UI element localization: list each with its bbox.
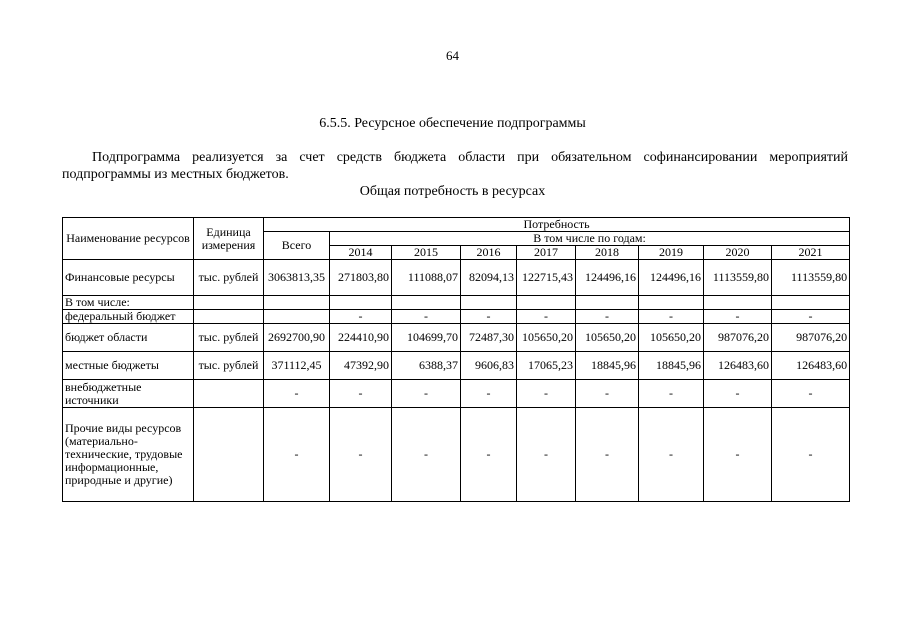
row-year-value: - <box>704 380 772 408</box>
row-year-value: - <box>392 408 461 502</box>
row-unit <box>194 296 264 310</box>
row-year-value: 271803,80 <box>330 260 392 296</box>
header-need: Потребность <box>264 218 850 232</box>
row-year-value: 124496,16 <box>639 260 704 296</box>
table-row <box>63 310 850 324</box>
row-year-value: 105650,20 <box>576 324 639 352</box>
row-year-value: 6388,37 <box>392 352 461 380</box>
row-year-value: - <box>576 380 639 408</box>
row-total: - <box>264 380 330 408</box>
row-unit <box>194 408 264 502</box>
row-name: бюджет области <box>63 324 194 352</box>
row-year-value: 72487,30 <box>461 324 517 352</box>
row-year-value: - <box>392 380 461 408</box>
year-header: 2019 <box>639 246 704 260</box>
row-year-value: - <box>639 408 704 502</box>
row-year-value: 126483,60 <box>772 352 850 380</box>
row-year-value <box>461 296 517 310</box>
row-year-value: - <box>392 310 461 324</box>
intro-paragraph: Подпрограмма реализуется за счет средств бюджета области при обязательном софинансировании мероприятий подпрограммы из местных бюджетов. <box>62 150 848 182</box>
row-total <box>264 310 330 324</box>
row-year-value: 987076,20 <box>772 324 850 352</box>
row-total: - <box>264 408 330 502</box>
row-year-value: - <box>704 408 772 502</box>
row-year-value: 987076,20 <box>704 324 772 352</box>
row-name: внебюджетные источники <box>63 380 194 408</box>
row-year-value: 224410,90 <box>330 324 392 352</box>
header-by-years: В том числе по годам: <box>330 232 850 246</box>
row-year-value: 82094,13 <box>461 260 517 296</box>
row-year-value: - <box>517 380 576 408</box>
row-year-value <box>392 296 461 310</box>
row-total <box>264 296 330 310</box>
row-year-value <box>330 296 392 310</box>
year-header: 2021 <box>772 246 850 260</box>
row-year-value: - <box>772 310 850 324</box>
table-title: Общая потребность в ресурсах <box>359 184 546 199</box>
page-number: 64 <box>446 48 459 63</box>
row-unit <box>194 310 264 324</box>
row-year-value <box>517 296 576 310</box>
row-total: 3063813,35 <box>264 260 330 296</box>
row-year-value: - <box>461 310 517 324</box>
row-unit: тыс. рублей <box>194 324 264 352</box>
row-year-value: - <box>461 380 517 408</box>
row-year-value: 104699,70 <box>392 324 461 352</box>
row-year-value: 122715,43 <box>517 260 576 296</box>
row-total: 371112,45 <box>264 352 330 380</box>
table-row <box>63 324 850 352</box>
resources-table <box>62 217 850 502</box>
row-name: местные бюджеты <box>63 352 194 380</box>
row-year-value: - <box>330 380 392 408</box>
year-header: 2015 <box>392 246 461 260</box>
header-total: Всего <box>264 232 330 260</box>
row-year-value <box>639 296 704 310</box>
section-title: 6.5.5. Ресурсное обеспечение подпрограммы <box>319 116 586 131</box>
row-year-value: 1113559,80 <box>772 260 850 296</box>
row-year-value: 105650,20 <box>517 324 576 352</box>
year-header: 2016 <box>461 246 517 260</box>
row-unit: тыс. рублей <box>194 260 264 296</box>
row-year-value: 111088,07 <box>392 260 461 296</box>
row-year-value: 1113559,80 <box>704 260 772 296</box>
header-unit: Единица измерения <box>194 218 264 260</box>
row-year-value <box>576 296 639 310</box>
row-year-value: 47392,90 <box>330 352 392 380</box>
row-unit <box>194 380 264 408</box>
row-year-value: - <box>704 310 772 324</box>
row-name: Прочие виды ресурсов (материально-технические, трудовые информационные, природные и другие) <box>63 408 194 502</box>
row-year-value: 17065,23 <box>517 352 576 380</box>
row-year-value: 105650,20 <box>639 324 704 352</box>
row-year-value: 18845,96 <box>576 352 639 380</box>
row-year-value: - <box>772 408 850 502</box>
row-year-value: - <box>639 310 704 324</box>
year-header: 2018 <box>576 246 639 260</box>
row-total: 2692700,90 <box>264 324 330 352</box>
row-name: Финансовые ресурсы <box>63 260 194 296</box>
year-header: 2020 <box>704 246 772 260</box>
row-year-value: - <box>772 380 850 408</box>
table-row <box>63 352 850 380</box>
table-body <box>63 260 850 502</box>
year-header: 2017 <box>517 246 576 260</box>
row-year-value: 9606,83 <box>461 352 517 380</box>
row-year-value: - <box>576 408 639 502</box>
row-year-value: - <box>461 408 517 502</box>
table-row <box>63 408 850 502</box>
row-name: федеральный бюджет <box>63 310 194 324</box>
row-year-value: - <box>576 310 639 324</box>
row-year-value: - <box>517 310 576 324</box>
header-name: Наименование ресурсов <box>63 218 194 260</box>
row-year-value: - <box>330 310 392 324</box>
table-row <box>63 380 850 408</box>
row-year-value: 124496,16 <box>576 260 639 296</box>
row-year-value: 126483,60 <box>704 352 772 380</box>
row-unit: тыс. рублей <box>194 352 264 380</box>
row-year-value: - <box>517 408 576 502</box>
year-header: 2014 <box>330 246 392 260</box>
row-name: В том числе: <box>63 296 194 310</box>
header-row-1 <box>63 218 850 232</box>
row-year-value: - <box>639 380 704 408</box>
row-year-value: 18845,96 <box>639 352 704 380</box>
table-row <box>63 296 850 310</box>
row-year-value: - <box>330 408 392 502</box>
table-row <box>63 260 850 296</box>
row-year-value <box>772 296 850 310</box>
row-year-value <box>704 296 772 310</box>
